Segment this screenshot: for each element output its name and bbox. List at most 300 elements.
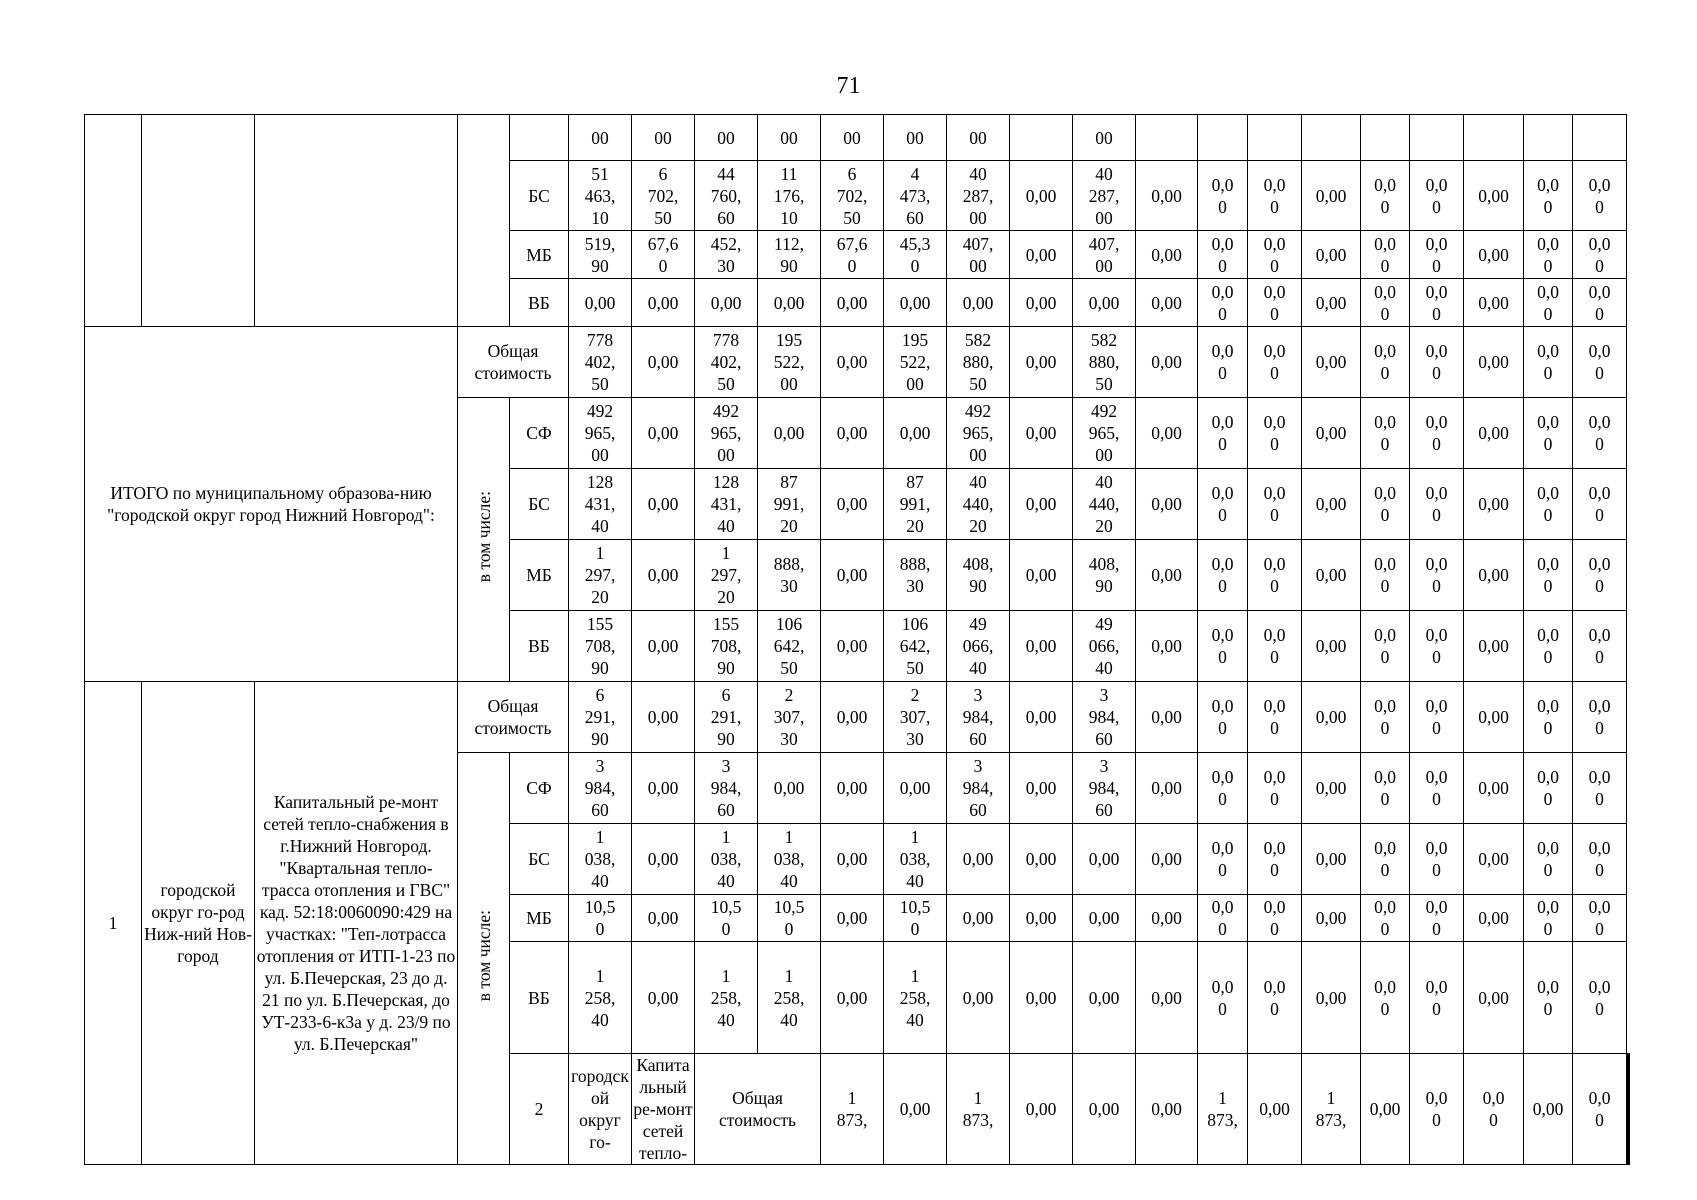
value-cell: 0,0 0 bbox=[1410, 1054, 1464, 1165]
value-cell: 0,00 bbox=[1464, 824, 1524, 895]
value-cell: 0,0 0 bbox=[1198, 611, 1248, 682]
table-row bbox=[85, 115, 1630, 161]
value-cell: 10,5 0 bbox=[569, 895, 632, 942]
value-cell: 0,00 bbox=[1010, 161, 1073, 231]
value-cell: 0,00 bbox=[632, 611, 695, 682]
value-cell: 87 991, 20 bbox=[884, 469, 947, 540]
object-description: Капитальный ре-монт сетей тепло- bbox=[633, 1055, 693, 1163]
value-cell: 0,00 bbox=[821, 327, 884, 398]
table-row bbox=[85, 682, 1630, 753]
value-cell: 0,00 bbox=[1464, 540, 1524, 611]
value-cell: 0,00 bbox=[1136, 611, 1198, 682]
value-cell: 888, 30 bbox=[758, 540, 821, 611]
value-cell: 106 642, 50 bbox=[884, 611, 947, 682]
total-cost-label: Общая стоимость bbox=[458, 682, 569, 753]
value-cell: 00 bbox=[884, 115, 947, 161]
value-cell: 00 bbox=[758, 115, 821, 161]
value-cell: 0,0 0 bbox=[1248, 161, 1302, 231]
value-cell: 492 965, 00 bbox=[1073, 398, 1136, 469]
value-cell bbox=[1198, 115, 1248, 161]
value-cell: 0,0 0 bbox=[1248, 942, 1302, 1054]
value-cell: 0,0 0 bbox=[1248, 398, 1302, 469]
value-cell: 0,00 bbox=[1302, 231, 1361, 279]
value-cell: 0,00 bbox=[947, 942, 1010, 1054]
value-cell: 0,0 0 bbox=[1524, 469, 1573, 540]
value-cell: 0,00 bbox=[1464, 161, 1524, 231]
value-cell: 0,00 bbox=[884, 1054, 947, 1165]
value-cell: 0,0 0 bbox=[1248, 231, 1302, 279]
municipality-cell-empty bbox=[142, 115, 255, 327]
value-cell: 0,0 0 bbox=[1361, 611, 1410, 682]
value-cell: 0,00 bbox=[1073, 942, 1136, 1054]
fund-label: МБ bbox=[510, 540, 569, 611]
value-cell: 51 463, 10 bbox=[569, 161, 632, 231]
value-cell: 0,00 bbox=[1302, 824, 1361, 895]
value-cell: 1 258, 40 bbox=[884, 942, 947, 1054]
value-cell: 1 873, bbox=[821, 1054, 884, 1165]
value-cell: 0,0 0 bbox=[1248, 895, 1302, 942]
value-cell: 10,5 0 bbox=[695, 895, 758, 942]
value-cell: 0,0 0 bbox=[1198, 895, 1248, 942]
value-cell: 10,5 0 bbox=[758, 895, 821, 942]
value-cell: 00 bbox=[947, 115, 1010, 161]
value-cell: 0,00 bbox=[1010, 398, 1073, 469]
value-cell: 40 287, 00 bbox=[947, 161, 1010, 231]
total-cost-label: Общая стоимость bbox=[695, 1054, 821, 1165]
value-cell: 0,00 bbox=[1136, 942, 1198, 1054]
budget-table bbox=[84, 114, 1630, 1165]
value-cell: 128 431, 40 bbox=[569, 469, 632, 540]
value-cell: 0,0 0 bbox=[1573, 611, 1627, 682]
value-cell: 0,0 0 bbox=[1524, 942, 1573, 1054]
value-cell: 0,00 bbox=[632, 682, 695, 753]
value-cell: 0,00 bbox=[758, 753, 821, 824]
value-cell: 0,0 0 bbox=[1361, 161, 1410, 231]
value-cell: 0,00 bbox=[632, 279, 695, 327]
value-cell: 0,0 0 bbox=[1573, 469, 1627, 540]
value-cell: 0,00 bbox=[1136, 279, 1198, 327]
value-cell: 0,00 bbox=[884, 279, 947, 327]
fund-label: ВБ bbox=[510, 279, 569, 327]
value-cell: 195 522, 00 bbox=[758, 327, 821, 398]
municipality-name: городской округ го-род Ниж-ний Нов-город bbox=[142, 682, 255, 1165]
value-cell: 888, 30 bbox=[884, 540, 947, 611]
value-cell: 3 984, 60 bbox=[1073, 682, 1136, 753]
value-cell: 0,00 bbox=[1136, 824, 1198, 895]
value-cell: 0,0 0 bbox=[1248, 469, 1302, 540]
value-cell: 6 702, 50 bbox=[632, 161, 695, 231]
value-cell: 0,0 0 bbox=[1198, 327, 1248, 398]
value-cell: 0,00 bbox=[821, 682, 884, 753]
value-cell: 0,00 bbox=[821, 398, 884, 469]
value-cell: 0,0 0 bbox=[1248, 327, 1302, 398]
value-cell: 0,0 0 bbox=[1198, 540, 1248, 611]
value-cell: 0,0 0 bbox=[1198, 753, 1248, 824]
value-cell: 582 880, 50 bbox=[947, 327, 1010, 398]
value-cell: 0,0 0 bbox=[1524, 824, 1573, 895]
value-cell: 0,00 bbox=[1464, 327, 1524, 398]
num-cell-empty bbox=[85, 115, 142, 327]
value-cell: 1 297, 20 bbox=[569, 540, 632, 611]
value-cell: 0,0 0 bbox=[1573, 231, 1627, 279]
table-row bbox=[85, 327, 1630, 398]
value-cell: 00 bbox=[569, 115, 632, 161]
value-cell: 0,0 0 bbox=[1410, 161, 1464, 231]
value-cell: 0,00 bbox=[1136, 753, 1198, 824]
value-cell: 128 431, 40 bbox=[695, 469, 758, 540]
fund-label: БС bbox=[510, 469, 569, 540]
value-cell: 0,00 bbox=[1464, 942, 1524, 1054]
value-cell: 0,00 bbox=[821, 824, 884, 895]
municipality-name: городской округ го- bbox=[569, 1054, 632, 1165]
value-cell: 0,00 bbox=[758, 279, 821, 327]
value-cell: 0,00 bbox=[1302, 469, 1361, 540]
value-cell: 0,0 0 bbox=[1410, 540, 1464, 611]
value-cell: 0,00 bbox=[1302, 682, 1361, 753]
value-cell: 0,00 bbox=[1010, 611, 1073, 682]
value-cell: 0,00 bbox=[1464, 753, 1524, 824]
value-cell: 87 991, 20 bbox=[758, 469, 821, 540]
value-cell: 1 258, 40 bbox=[758, 942, 821, 1054]
value-cell: 0,0 0 bbox=[1198, 279, 1248, 327]
value-cell: 155 708, 90 bbox=[569, 611, 632, 682]
value-cell: 40 440, 20 bbox=[947, 469, 1010, 540]
value-cell: 0,00 bbox=[1524, 1054, 1573, 1165]
value-cell: 0,00 bbox=[1302, 753, 1361, 824]
value-cell: 0,00 bbox=[1136, 682, 1198, 753]
value-cell: 0,00 bbox=[1464, 469, 1524, 540]
value-cell: 0,00 bbox=[1361, 1054, 1410, 1165]
value-cell bbox=[1410, 115, 1464, 161]
value-cell bbox=[1302, 115, 1361, 161]
value-cell: 0,00 bbox=[1302, 161, 1361, 231]
value-cell: 0,00 bbox=[632, 540, 695, 611]
value-cell: 0,0 0 bbox=[1248, 540, 1302, 611]
value-cell: 0,0 0 bbox=[1524, 753, 1573, 824]
value-cell bbox=[1464, 115, 1524, 161]
value-cell: 0,00 bbox=[1136, 161, 1198, 231]
value-cell: 106 642, 50 bbox=[758, 611, 821, 682]
description-cell-empty bbox=[255, 115, 458, 327]
value-cell: 0,0 0 bbox=[1573, 327, 1627, 398]
value-cell: 6 291, 90 bbox=[569, 682, 632, 753]
value-cell: 0,00 bbox=[947, 279, 1010, 327]
value-cell: 0,0 0 bbox=[1524, 540, 1573, 611]
value-cell: 1 873, bbox=[1302, 1054, 1361, 1165]
value-cell: 0,00 bbox=[632, 398, 695, 469]
value-cell: 0,0 0 bbox=[1573, 942, 1627, 1054]
value-cell: 0,0 0 bbox=[1248, 611, 1302, 682]
value-cell: 0,0 0 bbox=[1573, 895, 1627, 942]
value-cell: 155 708, 90 bbox=[695, 611, 758, 682]
value-cell: 492 965, 00 bbox=[947, 398, 1010, 469]
value-cell: 0,0 0 bbox=[1361, 824, 1410, 895]
value-cell: 0,0 0 bbox=[1248, 824, 1302, 895]
value-cell: 0,0 0 bbox=[1361, 540, 1410, 611]
value-cell bbox=[1248, 115, 1302, 161]
value-cell: 2 307, 30 bbox=[884, 682, 947, 753]
value-cell: 3 984, 60 bbox=[947, 682, 1010, 753]
value-cell: 0,00 bbox=[569, 279, 632, 327]
value-cell: 2 307, 30 bbox=[758, 682, 821, 753]
value-cell: 519, 90 bbox=[569, 231, 632, 279]
value-cell bbox=[1136, 115, 1198, 161]
value-cell: 0,0 0 bbox=[1464, 1054, 1524, 1165]
value-cell: 0,0 0 bbox=[1410, 895, 1464, 942]
value-cell: 0,0 0 bbox=[1361, 469, 1410, 540]
value-cell: 778 402, 50 bbox=[695, 327, 758, 398]
value-cell: 0,0 0 bbox=[1361, 231, 1410, 279]
fund-label: МБ bbox=[510, 895, 569, 942]
value-cell: 0,00 bbox=[1136, 231, 1198, 279]
value-cell: 0,0 0 bbox=[1573, 279, 1627, 327]
value-cell: 0,0 0 bbox=[1524, 161, 1573, 231]
fund-label: БС bbox=[510, 161, 569, 231]
fund-label: МБ bbox=[510, 231, 569, 279]
value-cell: 0,00 bbox=[821, 540, 884, 611]
value-cell: 452, 30 bbox=[695, 231, 758, 279]
value-cell: 0,0 0 bbox=[1410, 942, 1464, 1054]
value-cell: 492 965, 00 bbox=[569, 398, 632, 469]
value-cell: 0,00 bbox=[1010, 682, 1073, 753]
value-cell: 0,0 0 bbox=[1524, 279, 1573, 327]
value-cell: 0,0 0 bbox=[1410, 753, 1464, 824]
value-cell: 0,0 0 bbox=[1524, 611, 1573, 682]
value-cell: 408, 90 bbox=[947, 540, 1010, 611]
value-cell: 0,00 bbox=[1136, 469, 1198, 540]
value-cell: 67,6 0 bbox=[821, 231, 884, 279]
value-cell: 0,00 bbox=[1010, 1054, 1073, 1165]
value-cell: 0,00 bbox=[1073, 824, 1136, 895]
value-cell: 0,00 bbox=[821, 942, 884, 1054]
value-cell: 0,0 0 bbox=[1410, 682, 1464, 753]
value-cell: 0,00 bbox=[1136, 398, 1198, 469]
value-cell: 0,0 0 bbox=[1524, 895, 1573, 942]
value-cell: 00 bbox=[1073, 115, 1136, 161]
value-cell: 407, 00 bbox=[947, 231, 1010, 279]
value-cell bbox=[1010, 115, 1073, 161]
page-number: 71 bbox=[836, 73, 861, 99]
vtom-label: в том числе: bbox=[458, 398, 510, 682]
value-cell: 0,0 0 bbox=[1524, 398, 1573, 469]
value-cell: 44 760, 60 bbox=[695, 161, 758, 231]
value-cell: 0,0 0 bbox=[1248, 279, 1302, 327]
value-cell: 0,00 bbox=[632, 327, 695, 398]
value-cell: 0,00 bbox=[1464, 895, 1524, 942]
value-cell: 0,0 0 bbox=[1410, 611, 1464, 682]
value-cell: 0,0 0 bbox=[1361, 753, 1410, 824]
fund-label: СФ bbox=[510, 753, 569, 824]
value-cell: 1 297, 20 bbox=[695, 540, 758, 611]
value-cell: 49 066, 40 bbox=[1073, 611, 1136, 682]
value-cell bbox=[1361, 115, 1410, 161]
value-cell: 0,00 bbox=[632, 895, 695, 942]
value-cell: 3 984, 60 bbox=[947, 753, 1010, 824]
value-cell: 1 873, bbox=[947, 1054, 1010, 1165]
value-cell: 0,0 0 bbox=[1573, 1054, 1627, 1165]
value-cell: 0,00 bbox=[1136, 895, 1198, 942]
value-cell: 0,00 bbox=[821, 753, 884, 824]
value-cell: 0,0 0 bbox=[1410, 824, 1464, 895]
value-cell: 0,00 bbox=[1010, 231, 1073, 279]
value-cell: 6 702, 50 bbox=[821, 161, 884, 231]
value-cell: 0,00 bbox=[1136, 1054, 1198, 1165]
vtom-cell-empty bbox=[458, 115, 510, 327]
value-cell bbox=[1573, 115, 1627, 161]
value-cell: 0,00 bbox=[1136, 540, 1198, 611]
value-cell: 0,0 0 bbox=[1361, 279, 1410, 327]
value-cell: 0,00 bbox=[1073, 1054, 1136, 1165]
value-cell: 0,0 0 bbox=[1198, 824, 1248, 895]
value-cell: 3 984, 60 bbox=[569, 753, 632, 824]
value-cell: 0,00 bbox=[1302, 279, 1361, 327]
value-cell bbox=[1629, 1054, 1630, 1165]
value-cell: 0,00 bbox=[821, 469, 884, 540]
value-cell: 0,0 0 bbox=[1524, 327, 1573, 398]
value-cell: 3 984, 60 bbox=[695, 753, 758, 824]
value-cell: 67,6 0 bbox=[632, 231, 695, 279]
value-cell: 408, 90 bbox=[1073, 540, 1136, 611]
value-cell: 112, 90 bbox=[758, 231, 821, 279]
value-cell: 0,0 0 bbox=[1198, 161, 1248, 231]
value-cell: 0,0 0 bbox=[1573, 398, 1627, 469]
value-cell: 0,00 bbox=[1302, 398, 1361, 469]
value-cell: 0,00 bbox=[1136, 327, 1198, 398]
value-cell: 0,00 bbox=[632, 824, 695, 895]
value-cell: 0,0 0 bbox=[1361, 682, 1410, 753]
row-number: 1 bbox=[85, 682, 142, 1165]
vtom-label: в том числе: bbox=[458, 753, 510, 1165]
value-cell: 0,0 0 bbox=[1198, 942, 1248, 1054]
value-cell: 0,00 bbox=[758, 398, 821, 469]
value-cell: 0,00 bbox=[632, 942, 695, 1054]
value-cell: 0,0 0 bbox=[1573, 824, 1627, 895]
value-cell: 00 bbox=[695, 115, 758, 161]
itogo-title: ИТОГО по муниципальному образова-нию "городской округ город Нижний Новгород": bbox=[85, 327, 458, 682]
value-cell: 0,00 bbox=[1302, 611, 1361, 682]
value-cell: 0,0 0 bbox=[1198, 398, 1248, 469]
value-cell: 0,00 bbox=[821, 279, 884, 327]
value-cell: 0,00 bbox=[821, 611, 884, 682]
value-cell: 40 287, 00 bbox=[1073, 161, 1136, 231]
fund-label: БС bbox=[510, 824, 569, 895]
value-cell: 0,0 0 bbox=[1573, 161, 1627, 231]
value-cell: 1 873, bbox=[1198, 1054, 1248, 1165]
value-cell: 0,00 bbox=[1464, 682, 1524, 753]
value-cell: 0,0 0 bbox=[1361, 895, 1410, 942]
value-cell: 0,00 bbox=[1302, 540, 1361, 611]
value-cell: 0,00 bbox=[632, 753, 695, 824]
value-cell: 0,0 0 bbox=[1198, 231, 1248, 279]
value-cell: 0,0 0 bbox=[1410, 398, 1464, 469]
value-cell bbox=[1524, 115, 1573, 161]
value-cell: 0,00 bbox=[1010, 540, 1073, 611]
value-cell: 0,0 0 bbox=[1524, 682, 1573, 753]
value-cell: 0,0 0 bbox=[1410, 231, 1464, 279]
value-cell: 0,0 0 bbox=[1248, 753, 1302, 824]
value-cell: 0,00 bbox=[1464, 279, 1524, 327]
fund-label bbox=[510, 115, 569, 161]
value-cell: 0,00 bbox=[1010, 327, 1073, 398]
value-cell: 0,00 bbox=[1010, 753, 1073, 824]
value-cell: 0,0 0 bbox=[1410, 327, 1464, 398]
value-cell: 0,00 bbox=[821, 895, 884, 942]
value-cell: 0,0 0 bbox=[1410, 279, 1464, 327]
value-cell: 0,00 bbox=[1302, 942, 1361, 1054]
fund-label: ВБ bbox=[510, 942, 569, 1054]
value-cell: 0,00 bbox=[1010, 469, 1073, 540]
value-cell: 0,0 0 bbox=[1573, 753, 1627, 824]
fund-label: ВБ bbox=[510, 611, 569, 682]
value-cell: 6 291, 90 bbox=[695, 682, 758, 753]
value-cell: 582 880, 50 bbox=[1073, 327, 1136, 398]
total-cost-label: Общая стоимость bbox=[458, 327, 569, 398]
value-cell: 0,00 bbox=[1010, 942, 1073, 1054]
value-cell: 1 038, 40 bbox=[758, 824, 821, 895]
value-cell: 0,00 bbox=[632, 469, 695, 540]
value-cell: 0,00 bbox=[1010, 279, 1073, 327]
value-cell: 0,00 bbox=[1010, 895, 1073, 942]
value-cell: 1 038, 40 bbox=[884, 824, 947, 895]
value-cell: 0,00 bbox=[1464, 398, 1524, 469]
object-description: Капитальный ре-монт сетей тепло-снабжения в г.Нижний Новгород. "Квартальная тепло-трасса отопления и ГВС" кад. 52:18:0060090:429 на участках: "Теп-лотрасса отопления от ИТП-1-23 по ул. Б.Печерская, 23 до д. 21 по ул. Б.Печерская, до УТ-233-6-к3а у д. 23/9 по ул. Б.Печерская" bbox=[255, 682, 458, 1165]
value-cell: 0,0 0 bbox=[1361, 327, 1410, 398]
value-cell: 0,00 bbox=[884, 753, 947, 824]
value-cell: 3 984, 60 bbox=[1073, 753, 1136, 824]
value-cell: 0,00 bbox=[1302, 895, 1361, 942]
value-cell: 0,00 bbox=[1073, 279, 1136, 327]
value-cell: 0,00 bbox=[1010, 824, 1073, 895]
value-cell: 0,00 bbox=[1464, 231, 1524, 279]
value-cell: 0,00 bbox=[1464, 611, 1524, 682]
value-cell: 0,00 bbox=[884, 398, 947, 469]
value-cell: 49 066, 40 bbox=[947, 611, 1010, 682]
value-cell: 4 473, 60 bbox=[884, 161, 947, 231]
value-cell: 45,3 0 bbox=[884, 231, 947, 279]
value-cell: 11 176, 10 bbox=[758, 161, 821, 231]
value-cell: 1 258, 40 bbox=[569, 942, 632, 1054]
value-cell: 0,0 0 bbox=[1361, 398, 1410, 469]
value-cell: 0,0 0 bbox=[1524, 231, 1573, 279]
value-cell: 0,0 0 bbox=[1410, 469, 1464, 540]
value-cell: 0,00 bbox=[1248, 1054, 1302, 1165]
value-cell: 0,00 bbox=[947, 824, 1010, 895]
value-cell: 407, 00 bbox=[1073, 231, 1136, 279]
value-cell: 40 440, 20 bbox=[1073, 469, 1136, 540]
value-cell: 0,00 bbox=[1302, 327, 1361, 398]
value-cell: 0,0 0 bbox=[1361, 942, 1410, 1054]
value-cell: 0,0 0 bbox=[1198, 682, 1248, 753]
value-cell: 1 038, 40 bbox=[569, 824, 632, 895]
value-cell: 0,0 0 bbox=[1248, 682, 1302, 753]
value-cell: 492 965, 00 bbox=[695, 398, 758, 469]
value-cell: 0,0 0 bbox=[1573, 540, 1627, 611]
value-cell: 778 402, 50 bbox=[569, 327, 632, 398]
value-cell: 0,00 bbox=[947, 895, 1010, 942]
value-cell: 00 bbox=[821, 115, 884, 161]
value-cell: 10,5 0 bbox=[884, 895, 947, 942]
value-cell: 1 038, 40 bbox=[695, 824, 758, 895]
value-cell: 195 522, 00 bbox=[884, 327, 947, 398]
value-cell: 00 bbox=[632, 115, 695, 161]
value-cell: 0,0 0 bbox=[1198, 469, 1248, 540]
value-cell: 0,00 bbox=[695, 279, 758, 327]
value-cell: 0,0 0 bbox=[1573, 682, 1627, 753]
value-cell: 0,00 bbox=[1073, 895, 1136, 942]
row-number: 2 bbox=[510, 1054, 569, 1165]
fund-label: СФ bbox=[510, 398, 569, 469]
value-cell: 1 258, 40 bbox=[695, 942, 758, 1054]
